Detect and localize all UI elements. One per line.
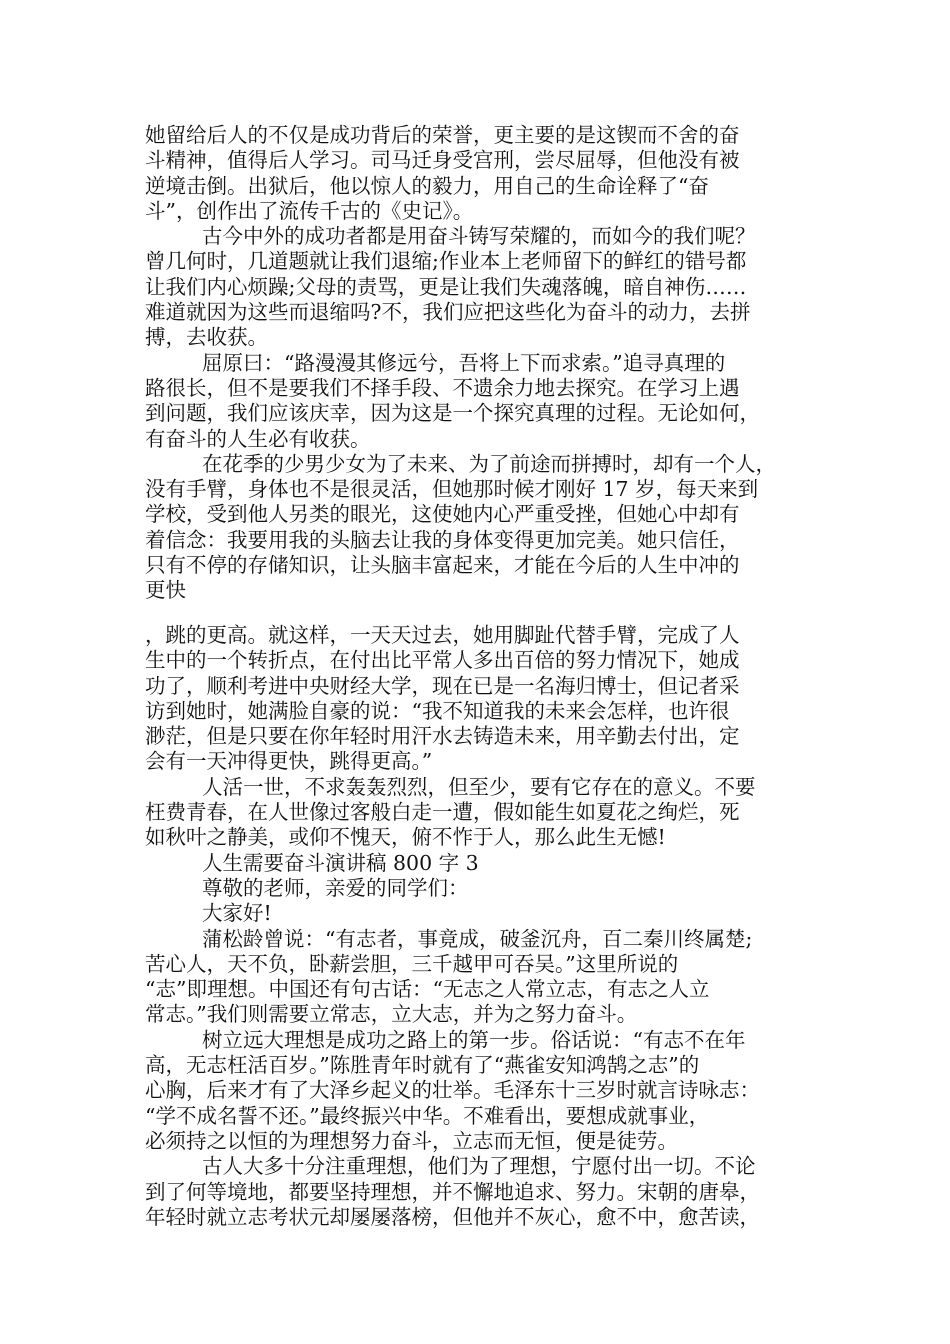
paragraph-first-line: 蒲松龄曾说：“有志者，事竟成，破釜沉舟，百二秦川终属楚;: [202, 926, 753, 951]
paragraph-first-line: 古人大多十分注重理想，他们为了理想，宁愿付出一切。不论: [202, 1154, 756, 1179]
text-line: 年轻时就立志考状元却屡屡落榜，但他并不灰心，愈不中，愈苦读，: [145, 1204, 760, 1229]
text-line: 难道就因为这些而退缩吗?不，我们应把这些化为奋斗的动力，去拼: [145, 300, 751, 325]
greeting: 大家好!: [202, 901, 272, 926]
text-line: 渺茫，但是只要在你年轻时用汗水去铸造未来，用辛勤去付出，定: [145, 724, 740, 749]
text-line: 逆境击倒。出狱后，他以惊人的毅力，用自己的生命诠释了“奋: [145, 173, 709, 198]
text-line: 如秋叶之静美，或仰不愧天，俯不怍于人，那么此生无憾!: [145, 825, 666, 850]
salutation: 尊敬的老师，亲爱的同学们：: [202, 875, 469, 900]
text-line: 路很长，但不是要我们不择手段、不遗余力地去探究。在学习上遇: [145, 375, 740, 400]
text-line: “学不成名誓不还。”最终振兴中华。不难看出，要想成就事业，: [145, 1103, 710, 1128]
text-line: 枉费青春，在人世像过客般白走一遭，假如能生如夏花之绚烂，死: [145, 800, 740, 825]
paragraph-first-line: 古今中外的成功者都是用奋斗铸写荣耀的，而如今的我们呢？: [202, 224, 756, 249]
text-line: 曾几何时，几道题就让我们退缩;作业本上老师留下的鲜红的错号都: [145, 249, 747, 274]
text-line: 到问题，我们应该庆幸，因为这是一个探究真理的过程。无论如何，: [145, 401, 760, 426]
text-line: ，跳的更高。就这样，一天天过去，她用脚趾代替手臂，完成了人: [145, 623, 740, 647]
text-line: 心胸，后来才有了大泽乡起义的壮举。毛泽东十三岁时就言诗咏志：: [145, 1078, 760, 1103]
text-line: 到了何等境地，都要坚持理想，并不懈地追求、努力。宋朝的唐皋，: [145, 1179, 760, 1204]
text-line: 着信念：我要用我的头脑去让我的身体变得更加完美。她只信任，: [145, 527, 740, 552]
text-line: 常志。”我们则需要立常志，立大志，并为之努力奋斗。: [145, 1002, 638, 1027]
text-line: 访到她时，她满脸自豪的说：“我不知道我的未来会怎样，也许很: [145, 698, 730, 723]
text-line: 她留给后人的不仅是成功背后的荣誉，更主要的是这锲而不舍的奋: [145, 123, 740, 147]
paragraph-first-line: 在花季的少男少女为了未来、为了前途而拼搏时，却有一个人，: [202, 451, 776, 476]
text-line: 高，无志枉活百岁。”陈胜青年时就有了“燕雀安知鸿鹄之志”的: [145, 1053, 700, 1078]
text-block-top: [145, 123, 835, 604]
paragraph-first-line: 人活一世，不求轰轰烈烈，但至少，要有它存在的意义。不要: [202, 774, 756, 799]
paragraph-first-line: 树立远大理想是成功之路上的第一步。俗话说：“有志不在年: [202, 1027, 746, 1052]
paragraph-first-line: 屈原曰：“路漫漫其修远兮，吾将上下而求索。”追寻真理的: [202, 350, 726, 375]
text-line: 让我们内心烦躁;父母的责骂，更是让我们失魂落魄，暗自神伤……: [145, 274, 747, 299]
text-line: 学校，受到他人另类的眼光，这使她内心严重受挫，但她心中却有: [145, 502, 740, 527]
text-line: 会有一天冲得更快，跳得更高。”: [145, 749, 433, 774]
text-line: 生中的一个转折点，在付出比平常人多出百倍的努力情况下，她成: [145, 648, 740, 673]
text-line: 苦心人，天不负，卧薪尝胆，三千越甲可吞吴。”这里所说的: [145, 951, 679, 976]
text-line: 斗精神，值得后人学习。司马迁身受宫刑，尝尽屈辱，但他没有被: [145, 148, 740, 173]
text-line: “志”即理想。中国还有句古话：“无志之人常立志，有志之人立: [145, 977, 710, 1002]
text-line: 只有不停的存储知识，让头脑丰富起来，才能在今后的人生中冲的: [145, 553, 740, 578]
text-line: 有奋斗的人生必有收获。: [145, 426, 371, 451]
text-block-bottom: [145, 623, 835, 1230]
text-line: 必须持之以恒的为理想努力奋斗，立志而无恒，便是徒劳。: [145, 1128, 678, 1153]
text-line: 更快: [145, 578, 186, 603]
text-line: 没有手臂，身体也不是很灵活，但她那时候才刚好 17 岁，每天来到: [145, 477, 759, 502]
speech-title: 人生需要奋斗演讲稿 800 字 3: [202, 850, 479, 875]
text-line: 斗”，创作出了流传千古的《史记》。: [145, 198, 474, 223]
text-line: 搏，去收获。: [145, 325, 268, 350]
text-line: 功了，顺利考进中央财经大学，现在已是一名海归博士，但记者采: [145, 673, 740, 698]
